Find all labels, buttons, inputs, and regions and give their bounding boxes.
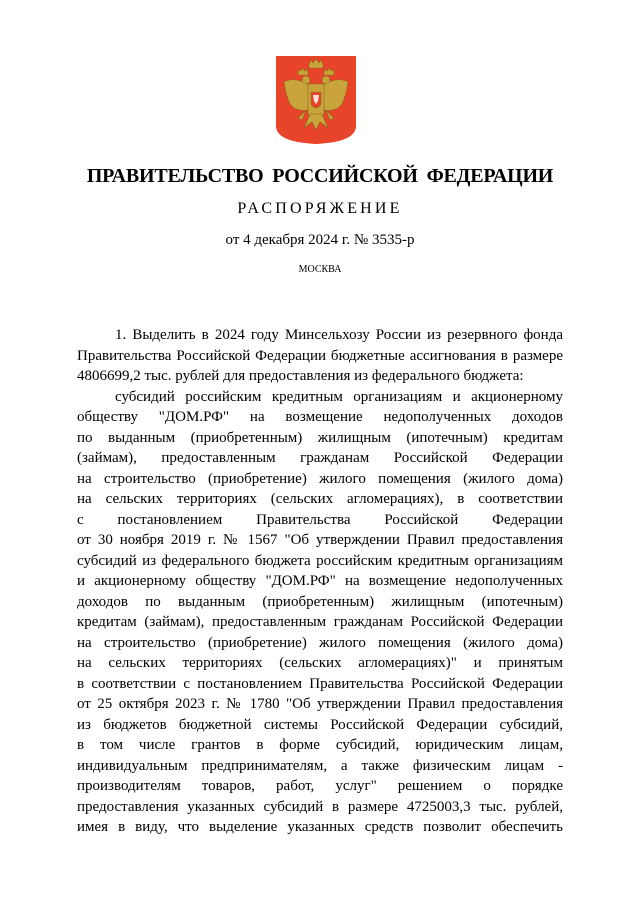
body-line: предоставления указанных субсидий в размере 4725003,3 тыс. рублей, <box>77 798 563 815</box>
body-line: на сельских территориях (сельских агломерациях)" и принятым <box>77 655 563 671</box>
body-line: субсидий российским кредитным организациям и акционерному <box>115 388 563 405</box>
body-line: в том числе грантов в форме субсидий, юридическим лицам, <box>77 737 563 753</box>
body-line: 4806699,2 тыс. рублей для предоставления из федерального бюджета: <box>77 368 524 384</box>
body-line: имея в виду, что выделение указанных средств позволит обеспечить <box>77 819 563 835</box>
document-body <box>77 325 563 838</box>
body-line: от 30 ноября 2019 г. № 1567 "Об утверждении Правил предоставления <box>77 532 563 548</box>
body-line: на сельских территориях (сельских агломерациях), в соответствии <box>77 491 563 507</box>
coat-of-arms-emblem <box>276 56 356 144</box>
document-city: МОСКВА <box>298 264 342 275</box>
body-line: Правительства Российской Федерации бюджетные ассигнования в размере <box>77 347 563 364</box>
body-line: на строительство (приобретение) жилого помещения (жилого дома) <box>77 470 563 487</box>
body-line: 1. Выделить в 2024 году Минсельхозу России из резервного фонда <box>115 327 563 343</box>
body-line: производителям товаров, работ, услуг" решением о порядке <box>77 778 563 794</box>
government-title: ПРАВИТЕЛЬСТВО РОССИЙСКОЙ ФЕДЕРАЦИИ <box>86 165 554 187</box>
document-date-number: от 4 декабря 2024 г. № 3535-р <box>225 232 415 248</box>
body-line: индивидуальным предпринимателям, а также физическим лицам - <box>77 757 563 774</box>
body-line: на строительство (приобретение) жилого помещения (жилого дома) <box>77 634 563 651</box>
body-line: (займам), предоставленным гражданам Российской Федерации <box>77 450 563 466</box>
document-type: РАСПОРЯЖЕНИЕ <box>237 200 403 217</box>
body-line: обществу "ДОМ.РФ" на возмещение недополученных доходов <box>77 409 563 425</box>
body-line: из бюджетов бюджетной системы Российской Федерации субсидий, <box>77 716 563 733</box>
body-line: по выданным (приобретенным) жилищным (ипотечным) кредитам <box>77 429 563 446</box>
body-line: в соответствии с постановлением Правительства Российской Федерации <box>77 675 563 692</box>
body-line: и акционерному обществу "ДОМ.РФ" на возмещение недополученных <box>77 573 563 589</box>
body-line: от 25 октября 2023 г. № 1780 "Об утверждении Правил предоставления <box>77 696 563 712</box>
body-line: кредитам (займам), предоставленным гражданам Российской Федерации <box>77 614 563 630</box>
body-line: доходов по выданным (приобретенным) жилищным (ипотечным) <box>77 593 563 610</box>
body-line: с постановлением Правительства Российской Федерации <box>77 511 563 528</box>
body-line: субсидий из федерального бюджета российским кредитным организациям <box>77 552 563 569</box>
